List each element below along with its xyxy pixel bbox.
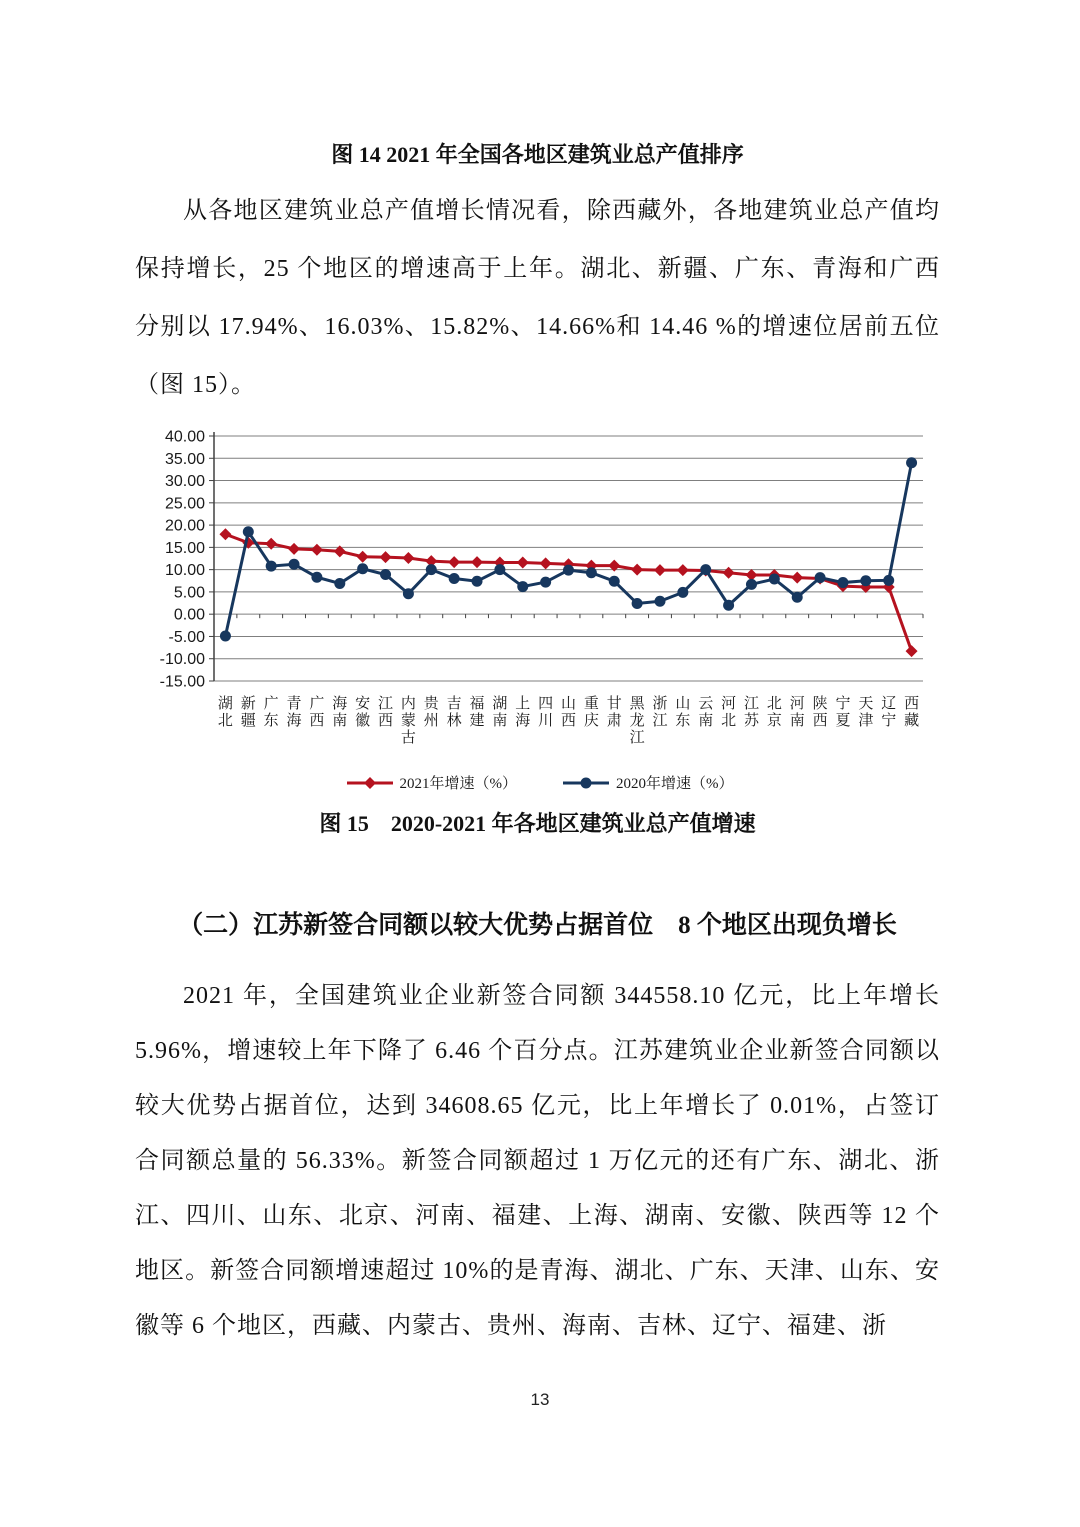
svg-text:35.00: 35.00: [164, 450, 205, 468]
x-axis-label: 山 东: [675, 696, 691, 729]
x-axis-label: 陕 西: [812, 696, 828, 729]
x-axis-label: 重 庆: [583, 696, 599, 729]
chart-legend: [135, 772, 945, 793]
svg-text:15.00: 15.00: [164, 539, 205, 557]
x-axis-label: 海 南: [332, 696, 348, 729]
legend-label: 2020年增速（%）: [616, 776, 734, 792]
svg-text:40.00: 40.00: [164, 428, 205, 446]
x-axis-label: 浙 江: [652, 696, 668, 729]
x-axis-label: 内 蒙 古: [400, 696, 416, 746]
figure15-caption: 图 15 2020-2021 年各地区建筑业总产值增速: [319, 811, 756, 836]
x-axis-label: 青 海: [286, 696, 302, 729]
x-axis-label: 安 徽: [355, 696, 371, 729]
section-heading: （二）江苏新签合同额以较大优势占据首位 8 个地区出现负增长: [178, 912, 897, 939]
x-axis-label: 新 疆: [240, 696, 256, 729]
svg-text:10.00: 10.00: [164, 562, 205, 580]
x-axis-label: 福 建: [469, 696, 485, 729]
circle-series-marker-icon: [563, 776, 609, 790]
x-axis-label: 天 津: [858, 696, 874, 729]
svg-text:20.00: 20.00: [164, 517, 205, 535]
x-axis-label: 四 川: [538, 696, 554, 729]
x-axis-label: 广 东: [263, 696, 279, 729]
x-axis-label: 河 南: [789, 696, 805, 729]
paragraph-1: 从各地区建筑业总产值增长情况看，除西藏外，各地建筑业总产值均保持增长，25 个地区的增速高于上年。湖北、新疆、广东、青海和广西分别以 17.94%、16.03%、15.82%、14.66%和 14.46 %的增速位居前五位（图 15）。: [135, 198, 940, 398]
x-axis-label: 广 西: [309, 696, 325, 729]
svg-text:0.00: 0.00: [173, 606, 205, 624]
x-axis-label: 北 京: [766, 696, 782, 729]
x-axis-label: 辽 宁: [881, 696, 897, 729]
svg-text:5.00: 5.00: [173, 584, 205, 602]
x-axis-label: 黑 龙 江: [629, 696, 645, 746]
legend-item: [563, 772, 734, 793]
x-axis-label: 云 南: [698, 696, 714, 729]
paragraph-2: 2021 年，全国建筑业企业新签合同额 344558.10 亿元，比上年增长 5.96%，增速较上年下降了 6.46 个百分点。江苏建筑业企业新签合同额以较大优势占据首位，达到 34608.65 亿元，比上年增长了 0.01%，占签订合同额总量的 56.33%。新签合同额超过 1 万亿元的还有广东、湖北、浙江、四川、山东、北京、河南、福建、上海、湖南、安徽、陕西等 12 个地区。新签合同额增速超过 10%的是青海、湖北、广东、天津、山东、安徽等 6 个地区，西藏、内蒙古、贵州、海南、吉林、辽宁、福建、浙: [135, 983, 940, 1339]
x-axis-label: 河 北: [721, 696, 737, 729]
chart-x-axis-labels: [214, 696, 923, 766]
figure15-chart: [135, 428, 945, 793]
x-axis-label: 甘 肃: [606, 696, 622, 729]
x-axis-label: 宁 夏: [835, 696, 851, 729]
x-axis-label: 湖 南: [492, 696, 508, 729]
x-axis-label: 上 海: [515, 696, 531, 729]
legend-label: 2021年增速（%）: [399, 776, 517, 792]
svg-text:-10.00: -10.00: [159, 651, 205, 669]
x-axis-label: 西 藏: [904, 696, 920, 729]
figure14-caption: 图 14 2021 年全国各地区建筑业总产值排序: [331, 142, 744, 167]
legend-item: [347, 772, 518, 793]
x-axis-label: 湖 北: [217, 696, 233, 729]
svg-text:30.00: 30.00: [164, 473, 205, 491]
x-axis-label: 吉 林: [446, 696, 462, 729]
page-number: 13: [530, 1390, 550, 1409]
diamond-series-marker-icon: [347, 776, 393, 790]
x-axis-label: 江 苏: [744, 696, 760, 729]
svg-text:-15.00: -15.00: [159, 673, 205, 690]
line-chart-plot-area: [135, 428, 945, 690]
svg-text:-5.00: -5.00: [168, 628, 205, 646]
x-axis-label: 贵 州: [423, 696, 439, 729]
x-axis-label: 江 西: [378, 696, 394, 729]
x-axis-label: 山 西: [561, 696, 577, 729]
svg-text:25.00: 25.00: [164, 495, 205, 513]
